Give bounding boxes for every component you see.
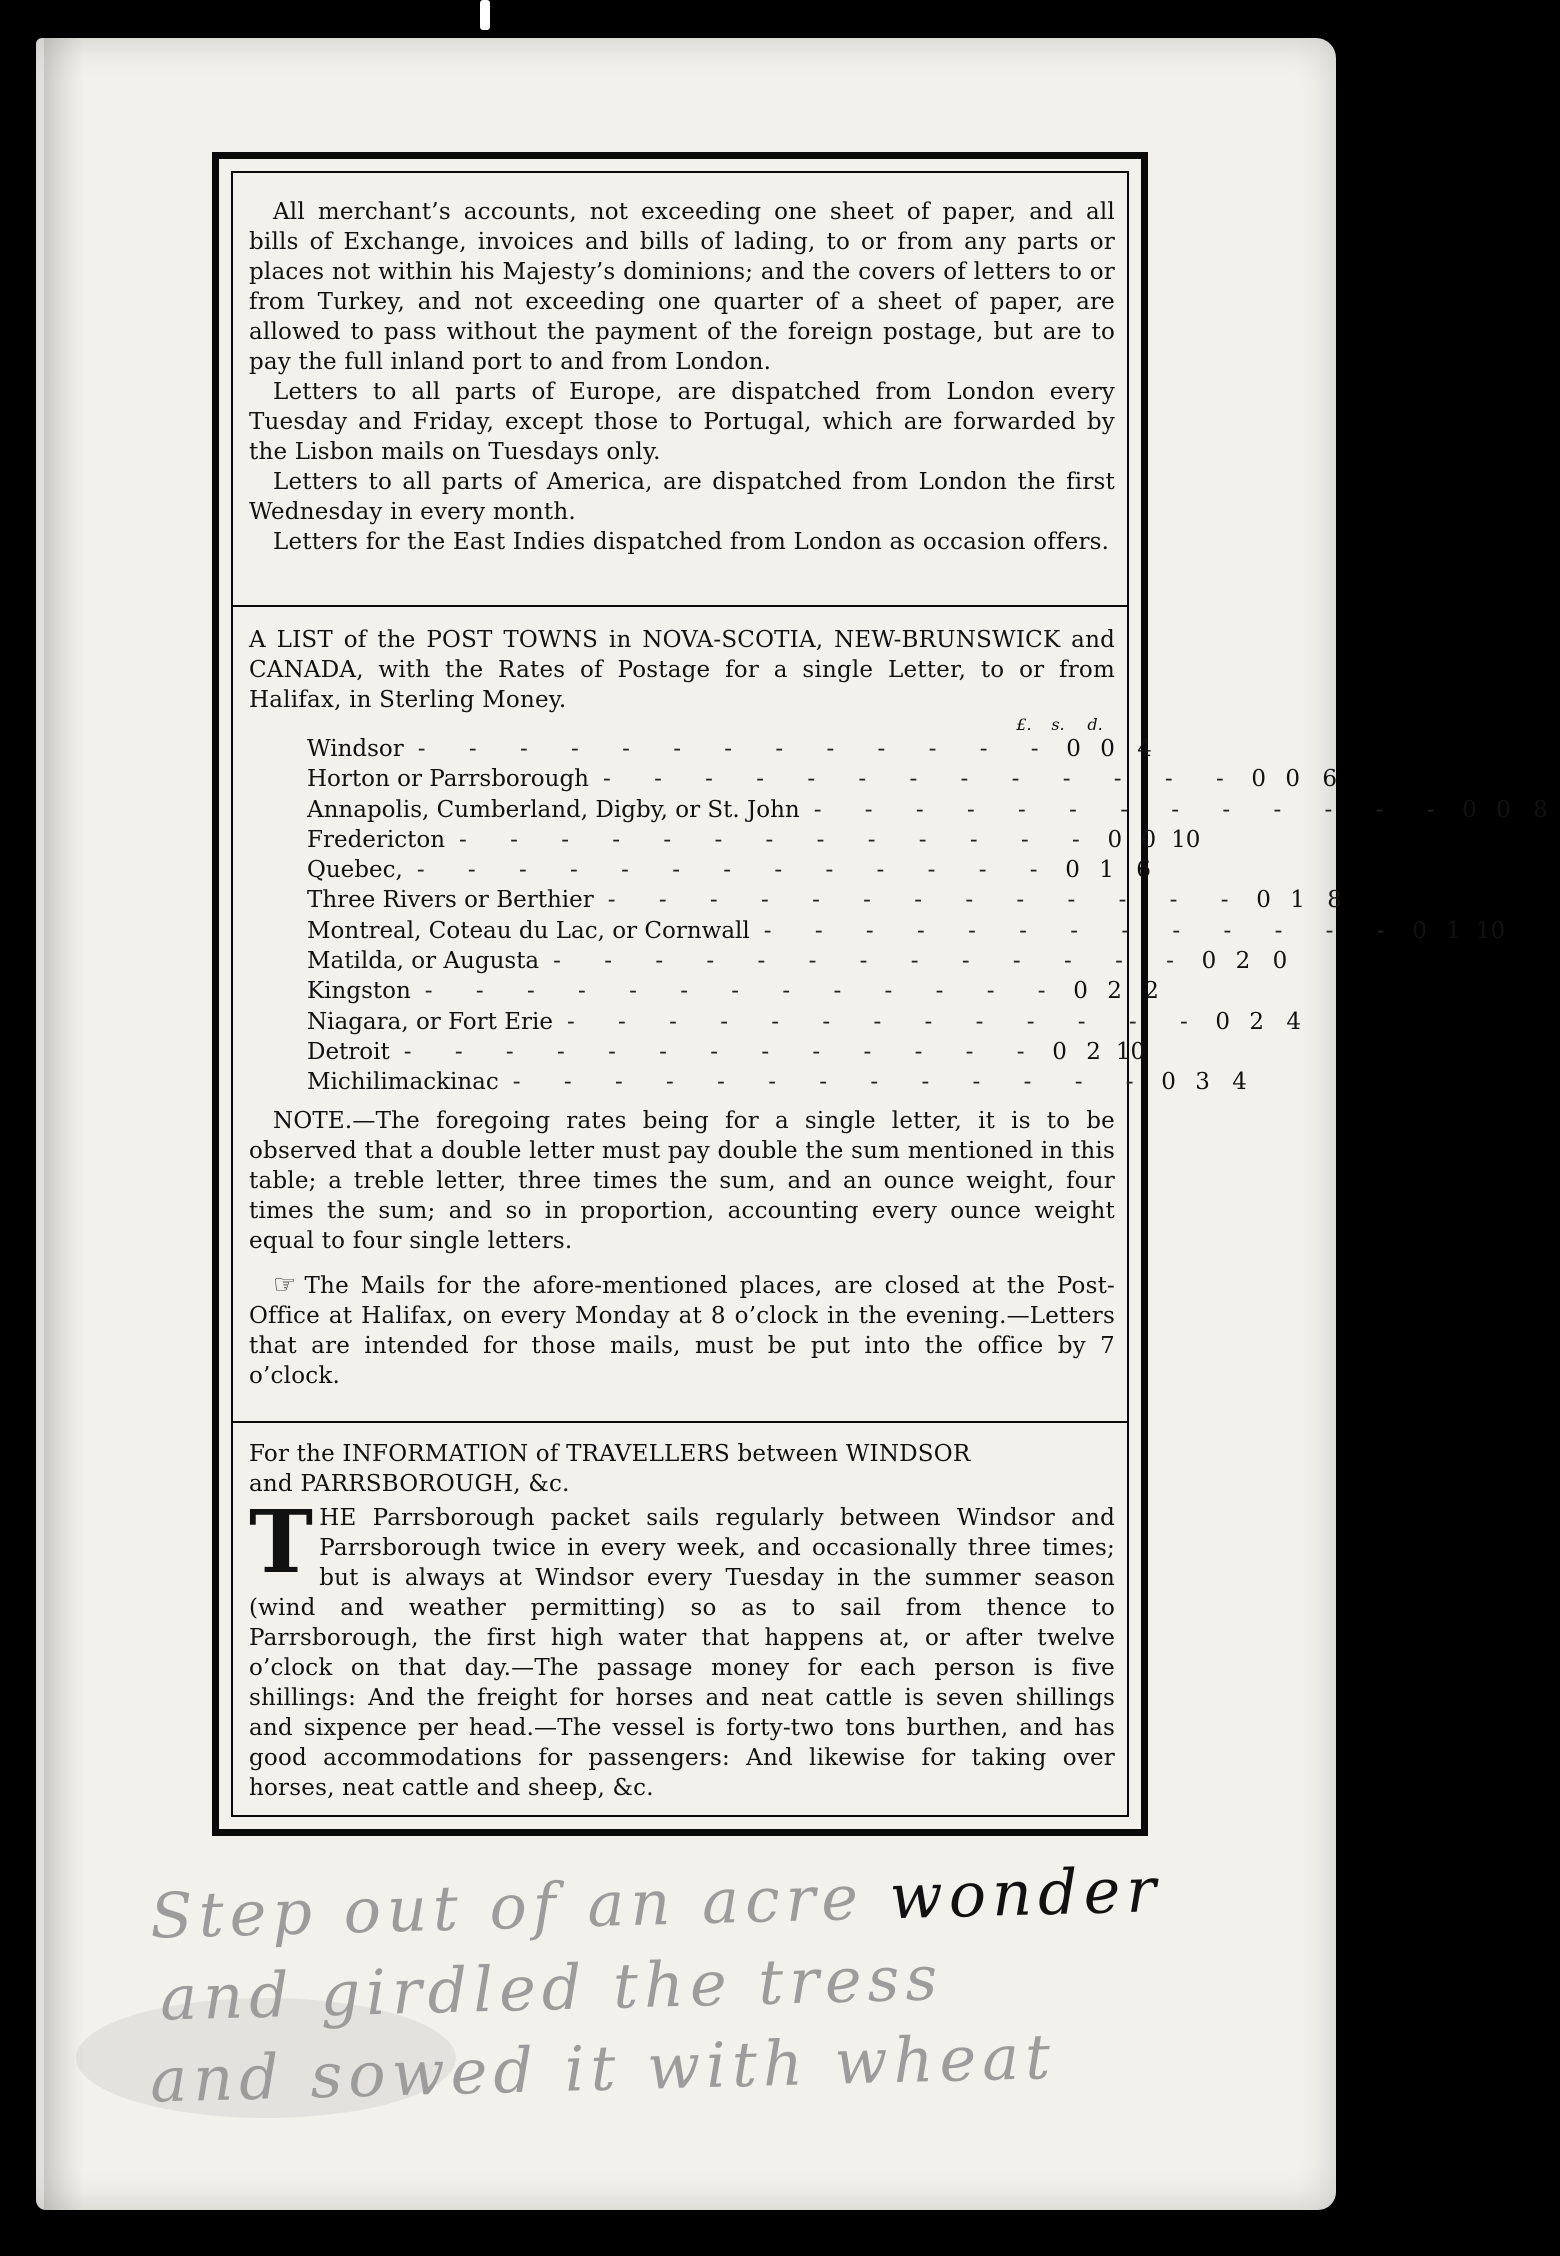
rate-pounds: 0 [1251, 766, 1267, 793]
dot-leader: - - - - - - - - - - - - - [417, 736, 1057, 762]
handwriting-line-3: and sowed it with wheat [149, 2019, 1057, 2117]
rate-pounds: 0 [1066, 736, 1081, 762]
post-town-row [249, 916, 1506, 946]
dot-leader: - - - - - - - - - - - - - [416, 857, 1056, 884]
east-indies-paragraph: Letters for the East Indies dispatched from London as occasion offers. [273, 529, 1110, 555]
pointing-hand-icon: ☞ [273, 1269, 297, 1300]
rate-pounds: 0 [1412, 917, 1427, 944]
dot-leader: - - - - - - - - - - - - - [553, 948, 1192, 975]
postage-rate [1192, 946, 1300, 976]
post-towns-heading: A LIST of the POST TOWNS in NOVA-SCOTIA, NEW-BRUNSWICK and CANADA, with the Rates of Postage for a single Letter, to or from Halifax, in Sterling Money. [249, 627, 1115, 713]
merchant-accounts-paragraph: All merchant’s accounts, not exceeding one sheet of paper, and all bills of Exchange, invoices and bills of lading, to or from any parts or places not within his Majesty’s dominions; and the covers of letters to or from Turkey, and not exceeding one quarter of a sheet of paper, are allowed to pass without the payment of the foreign postage, but are to pay the full inland port to and from London. [249, 199, 1115, 375]
town-name: Matilda, or Augusta [307, 948, 540, 975]
rate-pounds: 0 [1215, 1008, 1231, 1035]
mails-text: The Mails for the afore-mentioned places, are closed at the Post-Office at Halifax, on every Monday at 8 o’clock in the evening.—Letters that are intended for those mails, must be put into the office by 7 o’clock. [249, 1272, 1115, 1389]
rate-shillings: 0 [1496, 796, 1511, 823]
rate-pence: 8 [1327, 887, 1342, 914]
postage-rate [1206, 1007, 1314, 1037]
printed-notice-frame [212, 152, 1548, 1836]
town-name: Detroit [307, 1038, 390, 1065]
postage-rate [1056, 855, 1164, 885]
travellers-section [249, 1439, 1115, 1803]
postage-rate [1403, 916, 1511, 946]
packet-paragraph [249, 1492, 1115, 1803]
post-town-row [249, 1067, 1247, 1097]
rate-pence: 2 [1144, 978, 1159, 1005]
town-name: Fredericton [307, 826, 446, 853]
town-name: Windsor [307, 736, 404, 762]
section-divider-1 [231, 605, 1129, 607]
post-town-row [249, 885, 1342, 915]
rate-shillings: 2 [1235, 948, 1251, 975]
rate-shillings: 0 [1100, 736, 1115, 762]
dot-leader: - - - - - - - - - - - - - [602, 766, 1242, 793]
post-towns-section [249, 625, 1548, 1391]
handwriting-line-2: and girdled the tress [159, 1941, 945, 2035]
rate-pence: 6 [1322, 766, 1338, 793]
rate-shillings: 2 [1086, 1038, 1101, 1065]
town-name: Three Rivers or Berthier [307, 887, 594, 914]
postage-rate [1152, 1067, 1260, 1097]
rate-pence: 10 [1475, 917, 1506, 944]
rate-shillings: 1 [1446, 917, 1461, 944]
post-town-row [249, 795, 1548, 825]
travellers-heading-line1: For the INFORMATION of TRAVELLERS between WINDSOR [249, 1441, 971, 1467]
handwriting-wonder: wonder [888, 1853, 1163, 1934]
rate-pounds: 0 [1073, 978, 1088, 1005]
postage-rate [1043, 1037, 1151, 1067]
rate-pounds: 0 [1052, 1038, 1067, 1065]
dot-leader: - - - - - - - - - - - - - [512, 1069, 1152, 1096]
rate-shillings: 1 [1290, 887, 1305, 914]
rate-shillings: 2 [1249, 1008, 1265, 1035]
rate-shillings: 2 [1107, 978, 1122, 1005]
rate-pence: 10 [1115, 1038, 1146, 1065]
postage-rate [1098, 825, 1206, 855]
rate-pence: 4 [1137, 736, 1152, 762]
rate-pence: 4 [1286, 1008, 1302, 1035]
packet-text: HE Parrsborough packet sails regularly between Windsor and Parrsborough twice in every week, and occasionally three times; but is always at Windsor every Tuesday in the summer season (wind and weather permitting) so as to sail from thence to Parrsborough, the first high water that happens at, or after twelve o’clock on that day.—The passage money for each person is five shillings: And the freight for horses and neat cattle is seven shillings and sixpence per head.—The vessel is forty-two tons burthen, and has good accommodations for passengers: And likewise for taking over horses, neat cattle and sheep, &c. [249, 1505, 1115, 1801]
town-name: Annapolis, Cumberland, Digby, or St. John [307, 796, 800, 823]
postage-rate [1452, 795, 1560, 825]
rate-shillings: 3 [1195, 1069, 1210, 1096]
handwriting-line-1-faint: Step out of an acre [149, 1860, 865, 1953]
rate-pence: 0 [1272, 948, 1288, 975]
post-town-row [249, 946, 1288, 976]
dot-leader: - - - - - - - - - - - - - [566, 1008, 1206, 1035]
post-town-row [249, 855, 1151, 885]
top-edge-mark [480, 0, 490, 30]
town-name: Quebec, [307, 857, 403, 884]
postage-rate [1247, 885, 1355, 915]
town-name: Kingston [307, 978, 411, 1005]
rate-pence: 10 [1171, 826, 1201, 853]
dot-leader: - - - - - - - - - - - - - [763, 917, 1403, 944]
post-town-row [249, 1007, 1302, 1037]
rate-pounds: 0 [1161, 1069, 1176, 1096]
shillings-column-header: s. [1051, 715, 1065, 734]
rate-pence: 6 [1136, 857, 1151, 884]
post-town-row [249, 1037, 1146, 1067]
post-town-row [249, 764, 1338, 794]
rate-column-headers [249, 715, 1115, 734]
postage-rate [1242, 764, 1350, 794]
rate-pounds: 0 [1256, 887, 1271, 914]
rate-pounds: 0 [1201, 948, 1217, 975]
post-town-row [249, 734, 1152, 764]
rate-shillings: 0 [1285, 766, 1301, 793]
dot-leader: - - - - - - - - - - - - - [403, 1038, 1043, 1065]
postage-rate [1057, 734, 1165, 764]
town-name: Niagara, or Fort Erie [307, 1008, 553, 1035]
mails-paragraph [249, 1270, 1115, 1391]
rate-pounds: 0 [1462, 796, 1477, 823]
travellers-heading-line2: and PARRSBOROUGH, &c. [249, 1471, 570, 1497]
postage-rate [1064, 976, 1172, 1006]
town-name: Horton or Parrsborough [307, 766, 589, 793]
dot-leader: - - - - - - - - - - - - - [459, 826, 1098, 853]
dot-leader: - - - - - - - - - - - - - [813, 796, 1453, 823]
rate-pence: 4 [1232, 1069, 1247, 1096]
note-paragraph: NOTE.—The foregoing rates being for a single letter, it is to be observed that a double letter must pay double the sum mentioned in this table; a treble letter, three times the sum, and an ounce weight, four times the sum; and so in proportion, accounting every ounce weight equal to four single letters. [249, 1107, 1115, 1254]
pounds-column-header: £. [1016, 715, 1032, 734]
rate-pounds: 0 [1065, 857, 1080, 884]
town-name: Michilimackinac [307, 1069, 499, 1096]
post-town-row [249, 976, 1159, 1006]
dot-leader: - - - - - - - - - - - - - [424, 978, 1064, 1005]
dot-leader: - - - - - - - - - - - - - [607, 887, 1247, 914]
pence-column-header: d. [1087, 715, 1103, 734]
europe-letters-paragraph: Letters to all parts of Europe, are dispatched from London every Tuesday and Friday, except those to Portugal, which are forwarded by the Lisbon mails on Tuesdays only. [249, 379, 1115, 465]
post-towns-table [249, 734, 1548, 1098]
drop-cap: T [249, 1492, 314, 1593]
page-edge-shadow [44, 38, 84, 2210]
post-town-row [249, 825, 1201, 855]
rate-shillings: 1 [1099, 857, 1114, 884]
rate-shillings: 0 [1141, 826, 1157, 853]
america-letters-paragraph: Letters to all parts of America, are dispatched from London the first Wednesday in every month. [249, 469, 1115, 525]
rate-pounds: 0 [1107, 826, 1123, 853]
postage-notes-section [249, 197, 1115, 557]
rate-pence: 8 [1533, 796, 1548, 823]
section-divider-2 [231, 1421, 1129, 1423]
town-name: Montreal, Coteau du Lac, or Cornwall [307, 917, 750, 944]
